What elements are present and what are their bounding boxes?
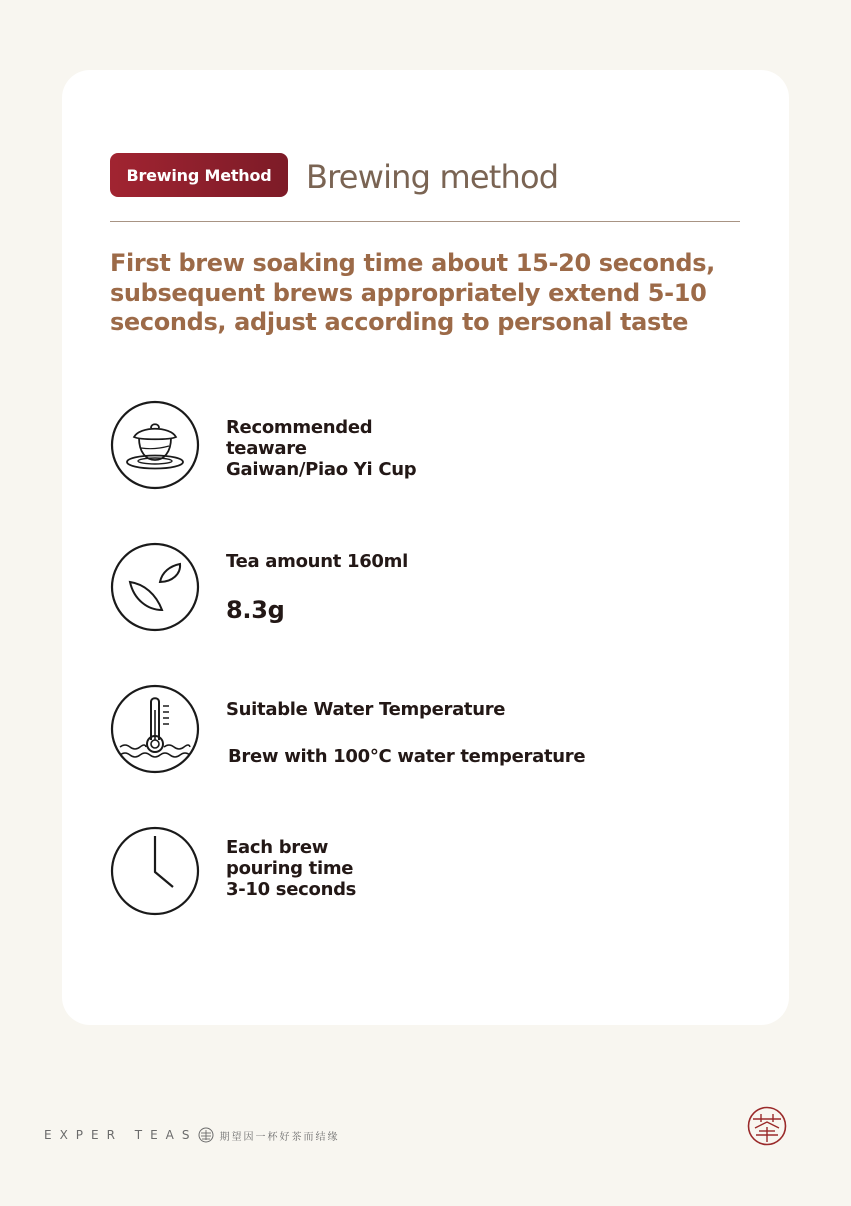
clock-icon [110, 826, 200, 916]
teaware-label [226, 417, 416, 480]
tea-leaf-icon [110, 542, 200, 632]
teaware-line-2: teaware [226, 438, 307, 459]
pouring-line-2: pouring time [226, 858, 354, 879]
teaware-line-3: Gaiwan/Piao Yi Cup [226, 459, 417, 480]
brewing-method-badge: Brewing Method [110, 153, 288, 197]
brewing-intro-text: First brew soaking time about 15-20 seconds, subsequent brews appropriately extend 5-10 seconds, adjust according to personal taste [110, 249, 715, 336]
tea-seal-logo [747, 1106, 787, 1146]
tea-amount-label: Tea amount 160ml [226, 551, 408, 572]
teaware-line-1: Recommended [226, 417, 373, 438]
tea-amount-value: 8.3g [226, 596, 285, 624]
brand-mark-icon [198, 1127, 214, 1143]
brand-slogan: 期望因一杯好茶而结缘 [219, 1131, 340, 1143]
water-temperature-detail: Brew with 100°C water temperature [228, 746, 586, 767]
title-divider [110, 221, 740, 222]
thermometer-icon [110, 684, 200, 774]
gaiwan-icon [110, 400, 200, 490]
page-title: Brewing method [306, 158, 559, 196]
pouring-line-1: Each brew [226, 837, 329, 858]
pouring-line-3: 3-10 seconds [226, 879, 357, 900]
pouring-time-label [226, 837, 356, 900]
footer-brand [44, 1127, 340, 1143]
water-temperature-label: Suitable Water Temperature [226, 699, 506, 720]
brand-name: EXPER TEAS [44, 1128, 198, 1142]
